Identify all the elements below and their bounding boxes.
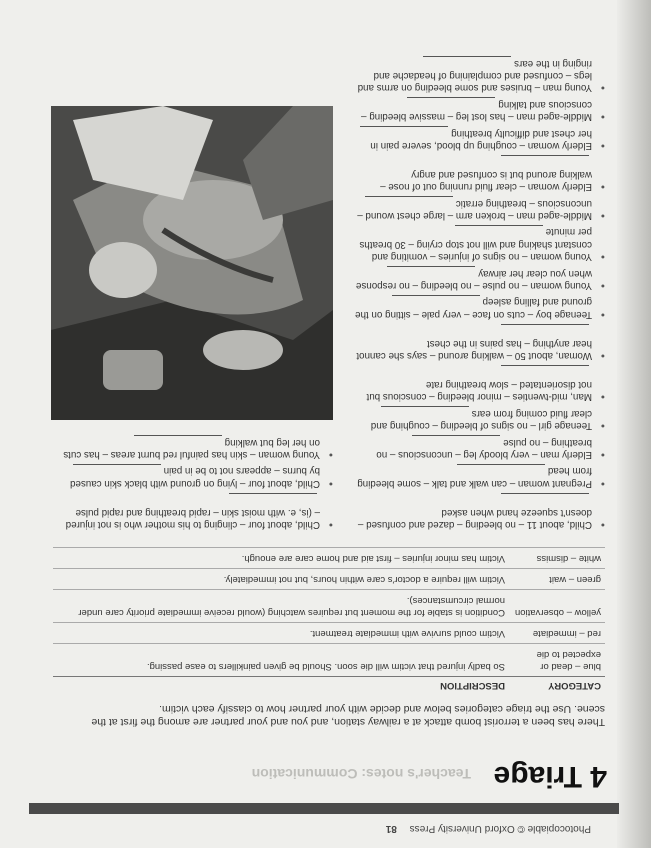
photograph-casualties-icon	[51, 106, 333, 420]
list-item: ● Child, about 11 – no bleeding – dazed and confused – doesn't squeeze hand when asked	[355, 493, 605, 530]
description-cell: Victim could survive with immediate treatment.	[53, 623, 509, 644]
answer-blank[interactable]	[387, 266, 475, 276]
description-header: DESCRIPTION	[53, 677, 509, 695]
victim-list-left	[355, 52, 605, 530]
answer-blank[interactable]	[392, 295, 480, 305]
description-cell: Victim has minor injuries – first aid and home care are enough.	[53, 548, 509, 569]
table-row	[53, 569, 605, 590]
description-cell: Victim will require a doctor's care within hours, but not immediately.	[53, 569, 509, 590]
answer-blank[interactable]	[412, 435, 500, 445]
answer-blank[interactable]	[455, 225, 543, 235]
answer-blank[interactable]	[457, 464, 545, 474]
answer-blank[interactable]	[381, 406, 469, 416]
list-item: ● Child, about four – lying on ground with black skin caused by burns – appears not to be in pain	[63, 464, 333, 489]
category-cell: green – wait	[509, 569, 605, 590]
list-item: ● Woman, about 50 – walking around – says she cannot hear anything – has pains in the chest	[355, 324, 605, 361]
category-cell: red – immediate	[509, 623, 605, 644]
page-binding-shadow	[617, 0, 651, 848]
table-row	[53, 548, 605, 569]
answer-blank[interactable]	[501, 365, 589, 375]
answer-blank[interactable]	[73, 464, 161, 474]
answer-blank[interactable]	[501, 324, 589, 334]
casualties-photo	[51, 106, 333, 420]
unit-title-text: Triage	[493, 760, 582, 793]
intro-paragraph: There has been a terrorist bomb attack at a railway station, and you and your partner are among the first at the scene. Use the triage categories below and decide with your partner how to classify each victim.	[91, 703, 605, 729]
show-through-heading: Teacher's notes: Communication	[251, 766, 471, 782]
list-item: ● Pregnant woman – can walk and talk – some bleeding from head	[355, 464, 605, 489]
table-row	[53, 623, 605, 644]
list-item: ● Young woman – skin has painful red burnt areas – has cuts on her leg but walking	[63, 435, 333, 460]
category-cell: white – dismiss	[509, 548, 605, 569]
table-row	[53, 644, 605, 677]
triage-category-table	[53, 547, 605, 694]
answer-blank[interactable]	[360, 126, 448, 136]
list-item: ● Middle-aged man – has lost leg – massive bleeding – conscious and talking	[355, 97, 605, 122]
unit-heading	[494, 759, 607, 793]
page-footer	[386, 823, 591, 834]
list-item: ● Middle-aged man – broken arm – large chest wound – unconscious – breathing erratic	[355, 196, 605, 221]
list-item: ● Man, mid-twenties – minor bleeding – conscious but not disorientated – slow breathing rate	[355, 365, 605, 402]
table-row	[53, 590, 605, 623]
category-cell: yellow – observation	[509, 590, 605, 623]
answer-blank[interactable]	[423, 56, 511, 66]
answer-blank[interactable]	[501, 493, 589, 503]
list-item: ● Elderly woman – coughing up blood, severe pain in her chest and difficulty breathing	[355, 126, 605, 151]
list-item: ● Elderly man – very bloody leg – unconscious – no breathing – no pulse	[355, 435, 605, 460]
list-item: ● Young woman – no pulse – no bleeding – no response when you clear her airway	[355, 266, 605, 291]
category-cell: blue – dead or expected to die	[509, 644, 605, 677]
category-header: CATEGORY	[509, 677, 605, 695]
list-item: ● Young woman – no signs of injuries – vomiting and constant shaking and will not stop crying – 30 breaths per minute	[355, 225, 605, 262]
list-item: ● Child, about four – clinging to his mother who is not injured – (is, e. with moist skin – rapid breathing and rapid pulse	[63, 493, 333, 530]
unit-number: 4	[590, 760, 607, 793]
list-item: ● Teenage girl – no signs of bleeding – coughing and clear fluid coming from ears	[355, 406, 605, 431]
answer-blank[interactable]	[229, 493, 317, 503]
description-cell: So badly injured that victim will die soon. Should be given painkillers to ease passing.	[53, 644, 509, 677]
table-header-row	[53, 677, 605, 695]
victim-list-right	[63, 431, 333, 530]
description-cell: Condition is stable for the moment but requires watching (would receive immediate priority care under normal circumstances).	[53, 590, 509, 623]
list-item: ● Teenage boy – cuts on face – very pale – sitting on the ground and falling asleep	[355, 295, 605, 320]
answer-blank[interactable]	[365, 196, 453, 206]
header-rule	[29, 803, 619, 814]
answer-blank[interactable]	[134, 435, 222, 445]
answer-blank[interactable]	[407, 97, 495, 107]
answer-blank[interactable]	[501, 155, 589, 165]
page-number: 81	[385, 823, 397, 834]
list-item: ● Elderly woman – clear fluid running out of nose – walking around but is confused and angry	[355, 155, 605, 192]
list-item: ● Young man – bruises and some bleeding on arms and legs – confused and complaining of headache and ringing in the ears	[355, 56, 605, 93]
copyright-line: Photocopiable © Oxford University Press	[409, 823, 591, 834]
